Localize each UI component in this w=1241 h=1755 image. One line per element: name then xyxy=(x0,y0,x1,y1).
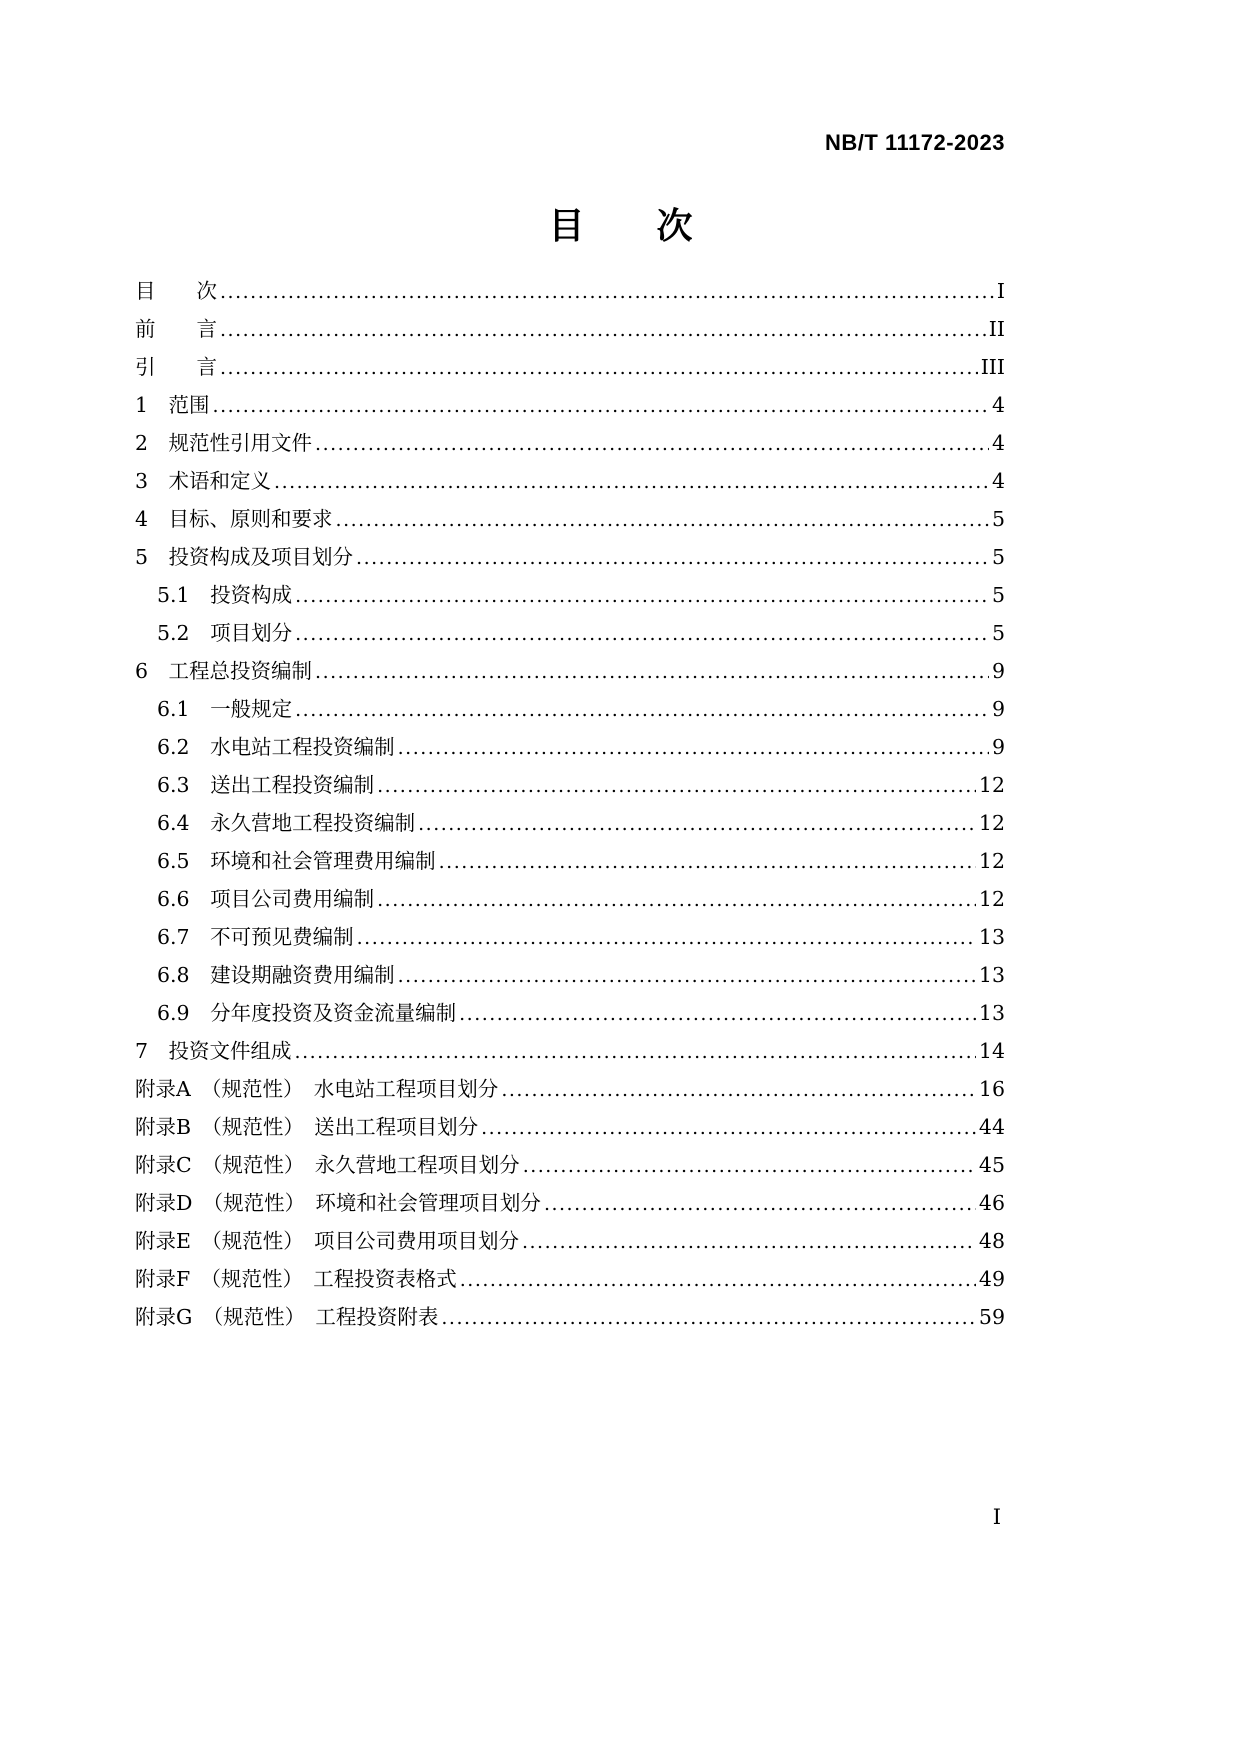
toc-entry-page-number: 12 xyxy=(978,849,1005,873)
toc-entry-page-number: 49 xyxy=(978,1267,1005,1291)
toc-entry-label: 6 工程总投资编制 xyxy=(135,659,313,683)
toc-entry-page-number: 5 xyxy=(991,507,1005,531)
toc-dot-leader xyxy=(501,1070,976,1109)
toc-entry-label: 附录B （规范性） 送出工程项目划分 xyxy=(135,1115,479,1139)
toc-dot-leader xyxy=(460,1260,976,1299)
toc-dot-leader xyxy=(481,1108,976,1147)
toc-dot-leader xyxy=(398,728,989,767)
toc-dot-leader xyxy=(295,690,989,729)
toc-dot-leader xyxy=(459,994,976,1033)
toc-entry[interactable] xyxy=(135,500,1005,538)
toc-entry-page-number: 12 xyxy=(978,773,1005,797)
toc-dot-leader xyxy=(220,272,994,311)
toc-entry-label: 3 术语和定义 xyxy=(135,469,272,493)
toc-dot-leader xyxy=(522,1222,976,1261)
toc-entry[interactable] xyxy=(135,766,1005,804)
toc-dot-leader xyxy=(336,500,989,539)
toc-entry-label: 7 投资文件组成 xyxy=(135,1039,292,1063)
toc-dot-leader xyxy=(377,766,976,805)
toc-entry-page-number: III xyxy=(980,355,1005,379)
toc-dot-leader xyxy=(418,804,976,843)
toc-entry-page-number: 9 xyxy=(991,697,1005,721)
toc-entry[interactable] xyxy=(135,576,1005,614)
toc-entry[interactable] xyxy=(135,272,1005,310)
toc-entry[interactable] xyxy=(135,690,1005,728)
toc-dot-leader xyxy=(357,918,976,957)
toc-entry-label: 附录C （规范性） 永久营地工程项目划分 xyxy=(135,1153,520,1177)
toc-entry[interactable] xyxy=(135,652,1005,690)
footer-page-number: I xyxy=(992,1505,1001,1529)
toc-entry-page-number: I xyxy=(996,279,1005,303)
toc-entry-label: 1 范围 xyxy=(135,393,210,417)
toc-entry-label: 6.7 不可预见费编制 xyxy=(157,925,354,949)
toc-entry-page-number: II xyxy=(988,317,1005,341)
toc-dot-leader xyxy=(213,386,989,425)
toc-entry-label: 引 言 xyxy=(135,355,217,379)
toc-entry-page-number: 4 xyxy=(991,393,1005,417)
toc-entry[interactable] xyxy=(135,386,1005,424)
toc-entry-page-number: 9 xyxy=(991,659,1005,683)
toc-dot-leader xyxy=(295,1032,976,1071)
toc-entry-label: 6.5 环境和社会管理费用编制 xyxy=(157,849,436,873)
toc-entry[interactable] xyxy=(135,1070,1005,1108)
page-title: 目 次 xyxy=(548,205,693,246)
toc-entry-page-number: 46 xyxy=(978,1191,1005,1215)
toc-dot-leader xyxy=(523,1146,976,1185)
toc-entry-label: 目 次 xyxy=(135,279,217,303)
toc-entry-label: 前 言 xyxy=(135,317,217,341)
toc-entry-label: 4 目标、原则和要求 xyxy=(135,507,333,531)
toc-entry-label: 5.2 项目划分 xyxy=(157,621,293,645)
toc-entry-label: 附录D （规范性） 环境和社会管理项目划分 xyxy=(135,1191,541,1215)
toc-entry[interactable] xyxy=(135,1222,1005,1260)
toc-dot-leader xyxy=(398,956,976,995)
toc-entry-label: 5.1 投资构成 xyxy=(157,583,293,607)
toc-entry-page-number: 13 xyxy=(978,963,1005,987)
toc-entry-label: 6.6 项目公司费用编制 xyxy=(157,887,375,911)
toc-entry[interactable] xyxy=(135,348,1005,386)
toc-entry-label: 6.9 分年度投资及资金流量编制 xyxy=(157,1001,457,1025)
toc-entry[interactable] xyxy=(135,538,1005,576)
toc-dot-leader xyxy=(295,576,989,615)
toc-dot-leader xyxy=(274,462,989,501)
toc-entry-label: 6.4 永久营地工程投资编制 xyxy=(157,811,416,835)
toc-entry-label: 附录E （规范性） 项目公司费用项目划分 xyxy=(135,1229,519,1253)
toc-entry-page-number: 5 xyxy=(991,621,1005,645)
toc-entry-page-number: 12 xyxy=(978,887,1005,911)
toc-entry[interactable] xyxy=(135,614,1005,652)
toc-entry-label: 6.2 水电站工程投资编制 xyxy=(157,735,395,759)
toc-entry-label: 6.8 建设期融资费用编制 xyxy=(157,963,395,987)
toc-dot-leader xyxy=(544,1184,976,1223)
toc-entry-page-number: 59 xyxy=(978,1305,1005,1329)
toc-dot-leader xyxy=(295,614,989,653)
standard-number: NB/T 11172-2023 xyxy=(825,130,1005,155)
toc-entry-label: 附录G （规范性） 工程投资附表 xyxy=(135,1305,439,1329)
toc-entry-label: 附录A （规范性） 水电站工程项目划分 xyxy=(135,1077,499,1101)
toc-entry[interactable] xyxy=(135,1260,1005,1298)
toc-dot-leader xyxy=(439,842,976,881)
toc-entry[interactable] xyxy=(135,994,1005,1032)
toc-entry[interactable] xyxy=(135,728,1005,766)
toc-entry-page-number: 5 xyxy=(991,583,1005,607)
toc-entry[interactable] xyxy=(135,956,1005,994)
toc-entry[interactable] xyxy=(135,424,1005,462)
toc-dot-leader xyxy=(220,348,978,387)
toc-entry[interactable] xyxy=(135,842,1005,880)
table-of-contents xyxy=(135,272,1005,1336)
toc-entry-label: 2 规范性引用文件 xyxy=(135,431,313,455)
toc-entry-page-number: 13 xyxy=(978,1001,1005,1025)
toc-entry-page-number: 5 xyxy=(991,545,1005,569)
toc-entry[interactable] xyxy=(135,1298,1005,1336)
toc-entry-page-number: 4 xyxy=(991,469,1005,493)
toc-entry[interactable] xyxy=(135,1032,1005,1070)
toc-entry-page-number: 16 xyxy=(978,1077,1005,1101)
toc-entry[interactable] xyxy=(135,804,1005,842)
toc-dot-leader xyxy=(220,310,986,349)
toc-entry[interactable] xyxy=(135,880,1005,918)
toc-entry[interactable] xyxy=(135,310,1005,348)
toc-entry-page-number: 44 xyxy=(978,1115,1005,1139)
toc-entry-page-number: 45 xyxy=(978,1153,1005,1177)
toc-entry-page-number: 13 xyxy=(978,925,1005,949)
toc-dot-leader xyxy=(441,1298,976,1337)
toc-dot-leader xyxy=(315,652,989,691)
toc-entry-page-number: 48 xyxy=(978,1229,1005,1253)
toc-entry[interactable] xyxy=(135,1184,1005,1222)
toc-dot-leader xyxy=(377,880,976,919)
toc-dot-leader xyxy=(315,424,989,463)
toc-entry-page-number: 12 xyxy=(978,811,1005,835)
toc-entry-page-number: 9 xyxy=(991,735,1005,759)
toc-entry-page-number: 14 xyxy=(978,1039,1005,1063)
toc-entry-label: 6.1 一般规定 xyxy=(157,697,293,721)
toc-entry-label: 6.3 送出工程投资编制 xyxy=(157,773,375,797)
toc-entry-label: 5 投资构成及项目划分 xyxy=(135,545,354,569)
toc-entry[interactable] xyxy=(135,918,1005,956)
toc-entry[interactable] xyxy=(135,1108,1005,1146)
toc-entry-page-number: 4 xyxy=(991,431,1005,455)
toc-dot-leader xyxy=(356,538,989,577)
toc-entry-label: 附录F （规范性） 工程投资表格式 xyxy=(135,1267,457,1291)
toc-entry[interactable] xyxy=(135,462,1005,500)
toc-entry[interactable] xyxy=(135,1146,1005,1184)
